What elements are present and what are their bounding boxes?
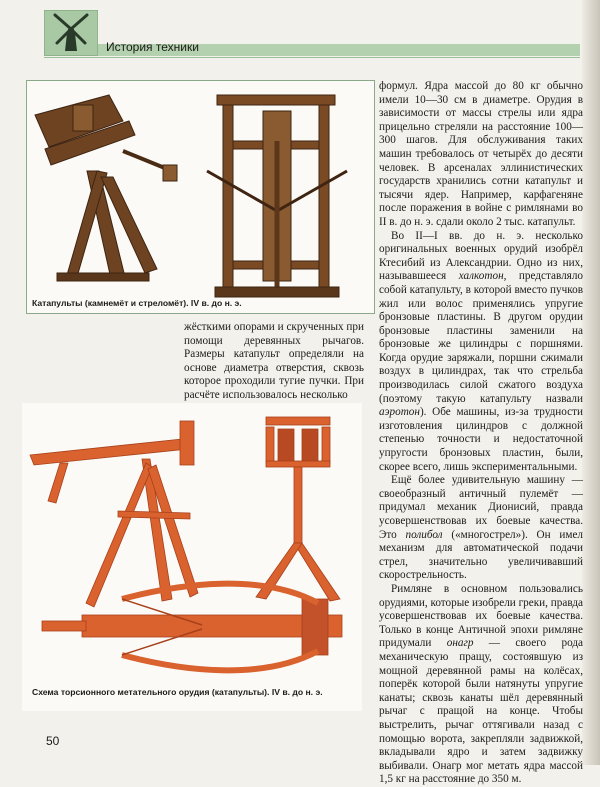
term-onager: онагр bbox=[446, 637, 474, 650]
torsion-catapult-schematic bbox=[22, 403, 362, 711]
catapult-schematic-figure bbox=[22, 403, 362, 711]
arrow-thrower-drawing bbox=[207, 95, 347, 297]
page-number: 50 bbox=[46, 734, 60, 748]
header-rule bbox=[44, 57, 580, 58]
catapult-illustration bbox=[27, 81, 374, 313]
header-title: История техники bbox=[106, 40, 199, 54]
term-aeroton: аэротон bbox=[379, 406, 420, 419]
paragraph: Ещё более удивительную машину — своеобразный античный пулемёт — придумал механик Дионисий, правда усовершенствовав их боевые качества. Это полибол («многострел»). Он имел механизм для автоматической подачи стрел, значительно увеличивавший скорострельность. bbox=[379, 474, 583, 582]
page-edge bbox=[582, 0, 600, 765]
left-column-text bbox=[184, 321, 364, 403]
paragraph: жёсткими опорами и скрученных при помощи деревянных рычагов. Размеры катапульт определяли на основе диаметра отверстия, сквозь которое проходили тугие пучки. При расчёте использовалось несколько bbox=[184, 321, 364, 401]
term-halkoton: халкотон, bbox=[458, 270, 507, 283]
paragraph: Во II—I вв. до н. э. несколько оригинальных военных орудий изобрёл Ктесибий из Александрии. Одно из них, называвшееся халкотон, представляло собой катапульту, в которой вместо пучков жил или волос применялись упругие бронзовые пластины. В другом орудии бронзовые пластины заменили на бронзовые же цилиндры с поршнями. Когда орудие заряжали, поршни сжимали воздух в цилиндрах, так что стрельба производилась силой сжатого воздуха (поэтому такую катапульту назвали аэротон). Обе машины, из-за трудности изготовления цилиндров с должной степенью точности и недостаточной упругости бронзовых пластин, были, скорее всего, лишь экспериментальными. bbox=[379, 229, 583, 473]
windmill-logo bbox=[44, 10, 98, 56]
bottom-figure-caption: Схема торсионного метательного орудия (катапульты). IV в. до н. э. bbox=[32, 687, 323, 697]
top-figure-caption: Катапульты (камнемёт и стреломёт). IV в. до н. э. bbox=[32, 298, 242, 308]
catapult-photo-figure bbox=[26, 80, 375, 314]
right-column-text bbox=[379, 80, 583, 787]
stone-thrower-drawing bbox=[35, 95, 177, 281]
windmill-icon bbox=[45, 11, 97, 55]
term-polybol: полибол bbox=[405, 528, 443, 541]
paragraph: формул. Ядра массой до 80 кг обычно имели 10—30 см в диаметре. Орудия в зависимости от массы стрелы или ядра прицельно стреляли на расстояние 100—300 шагов. Для обслуживания таких машин требовалось от четырёх до десяти человек. В арсеналах эллинистических государств хранились сотни катапульт и тысячи ядер. Например, карфагеняне после поражения в войне с римлянами во II в. до н. э. сдали около 2 тыс. катапульт. bbox=[379, 80, 583, 228]
paragraph: Римляне в основном пользовались орудиями, которые изобрели греки, правда усовершенствовав их боевые качества. Только в конце Античной эпохи римляне придумали онагр — своего рода механическую пращу, состоявшую из мощной деревянной рамы на колёсах, поперёк которой были натянуты упругие канаты; сквозь канаты шёл деревянный рычаг с пращой на конце. Чтобы выстрелить, рычаг оттягивали назад с помощью ворота, закрепляли задвижкой, вкладывали ядро и затем задвижку выбивали. Онагр мог метать ядра массой 1,5 кг на расстояние до 350 м. bbox=[379, 582, 584, 786]
